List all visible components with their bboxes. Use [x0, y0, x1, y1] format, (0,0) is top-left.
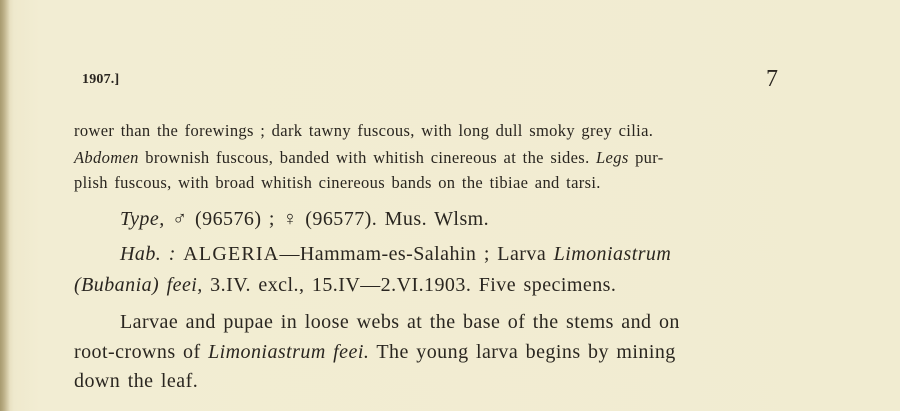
hab-locality: —Hammam-es-Salahin ; Larva [279, 243, 554, 265]
term-legs: Legs [596, 148, 629, 167]
page-number: 7 [766, 66, 778, 92]
text-line-1 [74, 121, 653, 141]
hab-line-1 [120, 243, 671, 266]
term-abdomen: Abdomen [74, 148, 139, 167]
hab-subgenus: (Bubania) [74, 274, 160, 296]
hab-country: ALGERIA [183, 243, 280, 265]
text-line-2 [74, 148, 664, 168]
larvae-line-2 [74, 341, 676, 364]
hab-label: Hab. : [120, 243, 176, 265]
text: plish fuscous, with broad whitish cinereous bands on the tibiae and tarsi. [74, 173, 601, 192]
hab-genus: Limoniastrum [553, 243, 672, 265]
text: down the leaf. [74, 370, 199, 392]
type-label: Type, [120, 208, 165, 230]
larvae-line-3 [74, 370, 198, 393]
hab-line-2 [74, 274, 616, 297]
type-specimens: ♂ (96576) ; ♀ (96577). Mus. Wlsm. [164, 208, 490, 230]
text: root-crowns of [74, 341, 209, 363]
type-line [120, 208, 489, 231]
larvae-line-1 [120, 311, 680, 334]
binding-shadow [0, 0, 10, 411]
text: Larvae and pupae in loose webs at the base of the stems and on [120, 311, 680, 333]
text: The young larva begins by mining [369, 341, 676, 363]
text: pur- [628, 148, 664, 167]
text-line-3 [74, 173, 601, 193]
text: rower than the forewings ; dark tawny fuscous, with long dull smoky grey cilia. [74, 121, 654, 140]
text: brownish fuscous, banded with whitish cinereous at the sides. [138, 148, 597, 167]
larvae-host: Limoniastrum feei. [208, 341, 370, 363]
hab-dates: 3.IV. excl., 15.IV—2.VI.1903. Five specimens. [202, 274, 617, 296]
running-head-year: 1907.] [82, 72, 120, 87]
hab-species: feei, [159, 274, 203, 296]
